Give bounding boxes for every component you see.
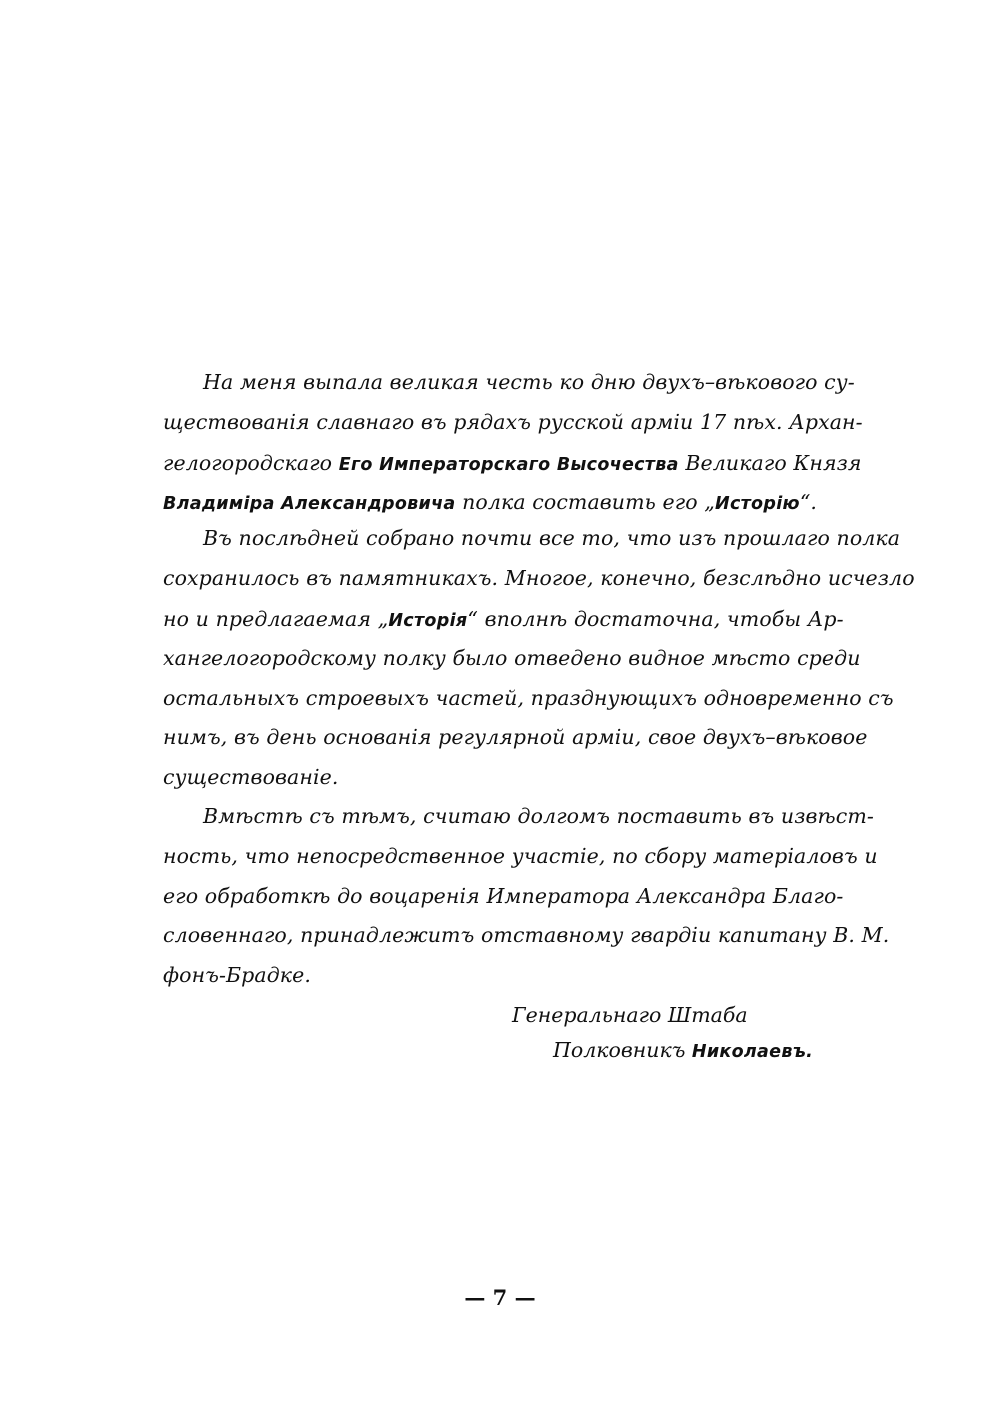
signature-name [553, 1032, 813, 1068]
signature-rank-text: Генеральнаго Штаба [512, 1003, 748, 1027]
paragraph-2-line-6 [163, 717, 868, 757]
text-run: его обработкѣ до воцаренія Императора Александра Благо- [163, 884, 844, 908]
text-run: Великаго Князя [678, 451, 862, 475]
emphasis-run: Владиміра Александровича [163, 494, 456, 514]
text-run: хангелогородскому полку было отведено видное мѣсто среди [163, 646, 861, 670]
text-run: Въ послѣдней собрано почти все то, что изъ прошлаго полка [203, 526, 901, 550]
paragraph-2-line-2 [163, 558, 915, 598]
paragraph-2-line-3 [163, 599, 844, 639]
signature-surname: Николаевъ. [691, 1042, 814, 1062]
paragraph-3-line-1 [203, 796, 874, 836]
text-run: “. [799, 490, 818, 514]
text-run: ществованія славнаго въ рядахъ русской арміи 17 пѣх. Архан- [163, 410, 863, 434]
text-run: гелогородскаго [163, 451, 339, 475]
text-run: Вмѣстѣ съ тѣмъ, считаю долгомъ поставить въ извѣст- [203, 804, 874, 828]
paragraph-2-line-4 [163, 638, 861, 678]
text-run: словеннаго, принадлежитъ отставному гвардіи капитану В. М. [163, 923, 890, 947]
text-run: существованіе. [163, 765, 339, 789]
text-run: ность, что непосредственное участіе, по сбору матеріаловъ и [163, 844, 878, 868]
text-run: сохранилось въ памятникахъ. Многое, конечно, безслѣдно исчезло [163, 566, 915, 590]
signature-title: Полковникъ [553, 1038, 692, 1062]
paragraph-3-line-2 [163, 836, 878, 876]
text-run: полка составить его „ [455, 490, 715, 514]
signature-rank [512, 997, 748, 1033]
text-run: но и предлагаемая „ [163, 607, 389, 631]
paragraph-2-line-5 [163, 678, 894, 718]
paragraph-1-line-3 [163, 443, 862, 483]
paragraph-1-line-2 [163, 402, 863, 442]
text-run: нимъ, въ день основанія регулярной арміи, свое двухъ–вѣковое [163, 725, 868, 749]
text-run: остальныхъ строевыхъ частей, празднующихъ одновременно съ [163, 686, 894, 710]
emphasis-run: Исторію [715, 494, 800, 514]
emphasis-run: Его Императорскаго Высочества [338, 455, 679, 475]
paragraph-3-line-4 [163, 915, 890, 955]
paragraph-1-line-1 [203, 362, 855, 402]
paragraph-2-line-1 [203, 518, 901, 558]
text-run: На меня выпала великая честь ко дню двухъ–вѣкового су- [203, 370, 855, 394]
text-run: “ вполнѣ достаточна, чтобы Ар- [467, 607, 844, 631]
paragraph-3-line-3 [163, 876, 844, 916]
paragraph-1-line-4 [163, 482, 839, 522]
emphasis-run: Исторія [388, 611, 468, 631]
page-number: — 7 — [464, 1285, 536, 1310]
paragraph-2-line-7 [163, 757, 839, 797]
paragraph-3-line-5 [163, 955, 839, 995]
text-run: фонъ-Брадке. [163, 963, 311, 987]
